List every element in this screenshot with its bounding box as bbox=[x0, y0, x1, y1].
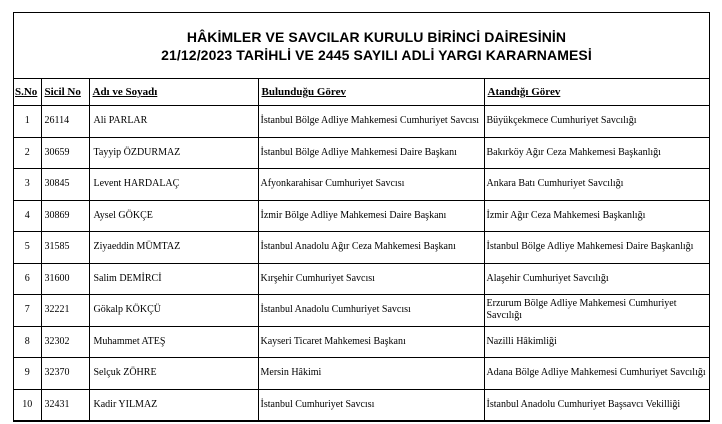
row-sicil: 30659 bbox=[41, 137, 89, 169]
row-sno: 10 bbox=[14, 389, 41, 421]
table-row bbox=[14, 137, 710, 169]
row-current-post: Kayseri Ticaret Mahkemesi Başkanı bbox=[258, 326, 484, 358]
row-sicil: 31600 bbox=[41, 263, 89, 295]
row-assigned-post: Nazilli Hâkimliği bbox=[484, 326, 710, 358]
row-assigned-post: Alaşehir Cumhuriyet Savcılığı bbox=[484, 263, 710, 295]
document-title bbox=[14, 13, 709, 79]
row-current-post: İstanbul Anadolu Cumhuriyet Savcısı bbox=[258, 295, 484, 327]
row-sno: 1 bbox=[14, 106, 41, 138]
row-sno: 8 bbox=[14, 326, 41, 358]
table-row bbox=[14, 263, 710, 295]
row-sicil: 30845 bbox=[41, 169, 89, 201]
row-name: Selçuk ZÖHRE bbox=[89, 358, 258, 390]
row-name: Gökalp KÖKÇÜ bbox=[89, 295, 258, 327]
row-current-post: İstanbul Anadolu Ağır Ceza Mahkemesi Başkanı bbox=[258, 232, 484, 264]
row-current-post: Afyonkarahisar Cumhuriyet Savcısı bbox=[258, 169, 484, 201]
assignments-table bbox=[14, 79, 710, 421]
row-name: Levent HARDALAÇ bbox=[89, 169, 258, 201]
row-current-post: Mersin Hâkimi bbox=[258, 358, 484, 390]
row-assigned-post: Bakırköy Ağır Ceza Mahkemesi Başkanlığı bbox=[484, 137, 710, 169]
title-line-1: HÂKİMLER VE SAVCILAR KURULU BİRİNCİ DAİRESİNİN bbox=[186, 28, 567, 45]
row-name: Muhammet ATEŞ bbox=[89, 326, 258, 358]
row-sicil: 32221 bbox=[41, 295, 89, 327]
row-name: Ziyaeddin MÜMTAZ bbox=[89, 232, 258, 264]
row-current-post: İzmir Bölge Adliye Mahkemesi Daire Başkanı bbox=[258, 200, 484, 232]
row-name: Ali PARLAR bbox=[89, 106, 258, 138]
title-line-2: 21/12/2023 TARİHLİ VE 2445 SAYILI ADLİ YARGI KARARNAMESİ bbox=[161, 46, 592, 63]
table-row bbox=[14, 232, 710, 264]
row-name: Tayyip ÖZDURMAZ bbox=[89, 137, 258, 169]
header-sno: S.No bbox=[14, 79, 41, 106]
row-sno: 4 bbox=[14, 200, 41, 232]
header-current-post: Bulunduğu Görev bbox=[258, 79, 484, 106]
table-header-row bbox=[14, 79, 710, 106]
decree-document bbox=[13, 12, 710, 422]
row-assigned-post: Büyükçekmece Cumhuriyet Savcılığı bbox=[484, 106, 710, 138]
row-sicil: 26114 bbox=[41, 106, 89, 138]
row-assigned-post: İzmir Ağır Ceza Mahkemesi Başkanlığı bbox=[484, 200, 710, 232]
row-current-post: İstanbul Bölge Adliye Mahkemesi Daire Başkanı bbox=[258, 137, 484, 169]
table-row bbox=[14, 326, 710, 358]
row-sno: 9 bbox=[14, 358, 41, 390]
table-row bbox=[14, 389, 710, 421]
row-sno: 6 bbox=[14, 263, 41, 295]
row-sicil: 32431 bbox=[41, 389, 89, 421]
row-current-post: İstanbul Cumhuriyet Savcısı bbox=[258, 389, 484, 421]
row-current-post: İstanbul Bölge Adliye Mahkemesi Cumhuriyet Savcısı bbox=[258, 106, 484, 138]
table-row bbox=[14, 295, 710, 327]
table-row bbox=[14, 200, 710, 232]
row-assigned-post: Erzurum Bölge Adliye Mahkemesi Cumhuriyet Savcılığı bbox=[484, 295, 710, 327]
table-row bbox=[14, 358, 710, 390]
row-sno: 3 bbox=[14, 169, 41, 201]
row-assigned-post: İstanbul Bölge Adliye Mahkemesi Daire Başkanlığı bbox=[484, 232, 710, 264]
table-row bbox=[14, 106, 710, 138]
row-sicil: 32370 bbox=[41, 358, 89, 390]
table-row bbox=[14, 169, 710, 201]
table-body bbox=[14, 106, 710, 421]
row-sicil: 32302 bbox=[41, 326, 89, 358]
row-name: Aysel GÖKÇE bbox=[89, 200, 258, 232]
header-assigned-post: Atandığı Görev bbox=[484, 79, 710, 106]
header-name: Adı ve Soyadı bbox=[89, 79, 258, 106]
row-sicil: 30869 bbox=[41, 200, 89, 232]
row-assigned-post: Ankara Batı Cumhuriyet Savcılığı bbox=[484, 169, 710, 201]
row-name: Salim DEMİRCİ bbox=[89, 263, 258, 295]
row-name: Kadir YILMAZ bbox=[89, 389, 258, 421]
row-assigned-post: Adana Bölge Adliye Mahkemesi Cumhuriyet Savcılığı bbox=[484, 358, 710, 390]
row-sno: 2 bbox=[14, 137, 41, 169]
row-sicil: 31585 bbox=[41, 232, 89, 264]
row-assigned-post: İstanbul Anadolu Cumhuriyet Başsavcı Vekilliği bbox=[484, 389, 710, 421]
header-sicil: Sicil No bbox=[41, 79, 89, 106]
row-sno: 5 bbox=[14, 232, 41, 264]
row-current-post: Kırşehir Cumhuriyet Savcısı bbox=[258, 263, 484, 295]
row-sno: 7 bbox=[14, 295, 41, 327]
